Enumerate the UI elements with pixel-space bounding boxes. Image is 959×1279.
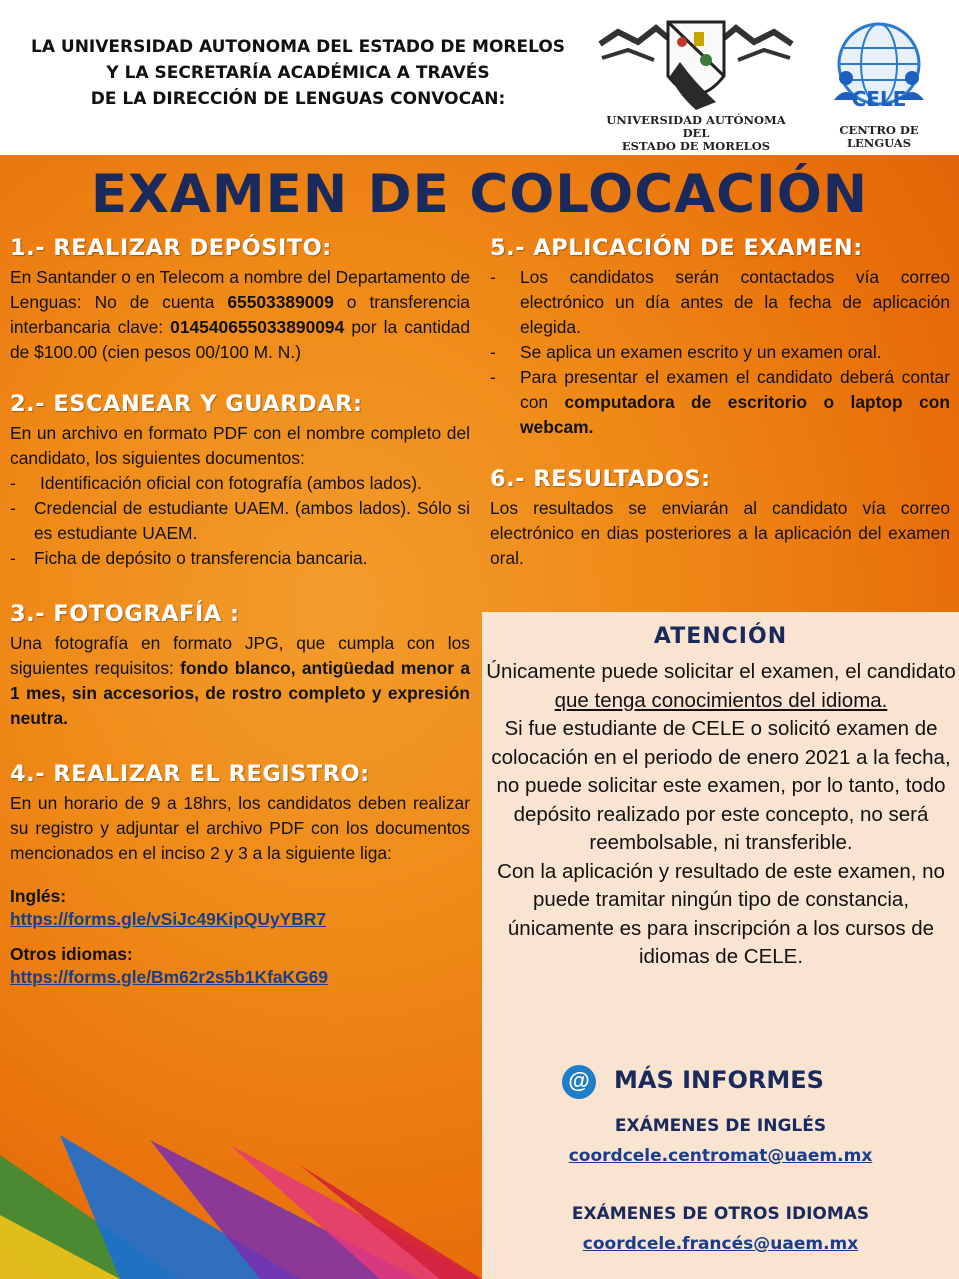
list-item-text: Identificación oficial con fotografía (ambos lados). <box>40 473 422 493</box>
attention-panel <box>482 612 959 1279</box>
list-item-text: Para presentar el examen el candidato deberá contar con <box>520 367 950 412</box>
attention-paragraph <box>486 658 956 715</box>
list-item-text: Ficha de depósito o transferencia bancaria. <box>34 548 368 568</box>
page-title: EXAMEN DE COLOCACIÓN <box>90 164 869 225</box>
cele-logo-text: CELE <box>851 87 907 111</box>
email-other-link[interactable]: coordcele.francés@uaem.mx <box>582 1234 859 1254</box>
section-heading: 5.- APLICACIÓN DE EXAMEN: <box>490 235 863 261</box>
globe-icon <box>806 20 952 116</box>
section-scan <box>10 391 470 571</box>
uaem-caption-line: ESTADO DE MORELOS <box>621 139 771 153</box>
attention-text: Únicamente puede solicitar el examen, el candidato <box>486 660 956 683</box>
scan-intro: En un archivo en formato PDF con el nombre completo del candidato, los siguientes documentos: <box>10 423 470 468</box>
section-photo <box>10 601 470 731</box>
section-results <box>490 466 950 571</box>
contact-heading-other: EXÁMENES DE OTROS IDIOMAS <box>571 1204 870 1224</box>
section-heading: 1.- REALIZAR DEPÓSITO: <box>10 235 332 261</box>
cele-caption: CENTRO DE LENGUAS <box>839 123 919 150</box>
documents-list <box>10 471 470 571</box>
right-column <box>490 235 950 571</box>
convocatoria-heading <box>8 34 588 112</box>
header-line: Y LA SECRETARÍA ACADÉMICA A TRAVÉS <box>106 63 490 83</box>
list-item: - Credencial de estudiante UAEM. (ambos lados). Sólo si es estudiante UAEM. <box>10 498 470 543</box>
section-heading: 2.- ESCANEAR Y GUARDAR: <box>10 391 363 417</box>
at-icon: @ <box>562 1065 596 1099</box>
section-heading: 4.- REALIZAR EL REGISTRO: <box>10 761 370 787</box>
list-item: - Se aplica un examen escrito y un examen oral. <box>490 342 882 362</box>
list-item: - Ficha de depósito o transferencia bancaria. <box>10 548 368 568</box>
uaem-logo <box>598 14 794 153</box>
attention-body <box>486 658 956 972</box>
otros-label: Otros idiomas: <box>10 944 133 964</box>
attention-underlined: que tenga conocimientos del idioma. <box>554 688 888 712</box>
photo-text-part: Una fotografía en formato JPG, que cumpla con los siguientes requisitos: <box>10 633 470 678</box>
results-text: Los resultados se enviarán al candidato vía correo electrónico en dias posteriores a la aplicación del examen oral. <box>490 498 950 568</box>
left-column <box>10 235 470 988</box>
uaem-shield-icon <box>598 14 794 114</box>
header-line: DE LA DIRECCIÓN DE LENGUAS CONVOCAN: <box>90 89 506 109</box>
uaem-caption-line: UNIVERSIDAD AUTÓNOMA DEL <box>606 113 786 140</box>
section-exam <box>490 235 950 440</box>
list-item: - Identificación oficial con fotografía (ambos lados). <box>10 473 422 493</box>
register-text: En un horario de 9 a 18hrs, los candidatos deben realizar su registro y adjuntar el archivo PDF con los documentos mencionados en el inciso 2 y 3 a la siguiente liga: <box>10 793 470 863</box>
ingles-form-link[interactable]: https://forms.gle/vSiJc49KipQUyYBR7 <box>10 909 327 929</box>
cele-logo <box>806 20 952 150</box>
deposit-text-part: o transferencia interbancaria clave: <box>10 292 470 337</box>
attention-title: ATENCIÓN <box>653 624 788 649</box>
deposit-text <box>10 265 470 365</box>
section-deposit <box>10 235 470 365</box>
section-heading: 6.- RESULTADOS: <box>490 466 711 492</box>
deposit-text-part: por la cantidad de $100.00 (cien pesos 00/100 M. N.) <box>10 317 470 362</box>
contact-heading-english: EXÁMENES DE INGLÉS <box>614 1116 827 1136</box>
list-item-text: Credencial de estudiante UAEM. (ambos lados). Sólo si es estudiante UAEM. <box>34 498 470 543</box>
photo-text <box>10 631 470 731</box>
equipment-requirement: computadora de escritorio o laptop con webcam. <box>520 392 950 437</box>
section-register <box>10 761 470 988</box>
list-item-text: Se aplica un examen escrito y un examen oral. <box>520 342 882 362</box>
more-info-title: MÁS INFORMES <box>614 1066 824 1094</box>
header-line: LA UNIVERSIDAD AUTONOMA DEL ESTADO DE MORELOS <box>30 37 566 57</box>
photo-requirements: fondo blanco, antigüedad menor a 1 mes, sin accesorios, de rostro completo y expresión neutra. <box>10 658 471 728</box>
ingles-label: Inglés: <box>10 886 67 906</box>
list-item-text: Los candidatos serán contactados vía correo electrónico un día antes de la fecha de aplicación elegida. <box>520 267 950 337</box>
list-item: - Los candidatos serán contactados vía correo electrónico un día antes de la fecha de aplicación elegida. <box>490 267 950 337</box>
clabe-number: 014540655033890094 <box>170 317 345 337</box>
header <box>0 0 959 155</box>
list-item: - Para presentar el examen el candidato deberá contar con computadora de escritorio o laptop con webcam. <box>490 367 950 437</box>
attention-paragraph: Con la aplicación y resultado de este examen, no puede tramitar ningún tipo de constancia, únicamente es para inscripción a los cursos de idiomas de CELE. <box>497 859 945 968</box>
otros-form-link[interactable]: https://forms.gle/Bm62r2s5b1KfaKG69 <box>10 967 328 987</box>
deposit-text-part: En Santander o en Telecom a nombre del Departamento de Lenguas: No de cuenta <box>10 267 470 312</box>
email-english-link[interactable]: coordcele.centromat@uaem.mx <box>568 1146 873 1166</box>
section-heading: 3.- FOTOGRAFÍA : <box>10 601 240 627</box>
exam-list <box>490 265 950 440</box>
attention-paragraph: Si fue estudiante de CELE o solicitó examen de colocación en el periodo de enero 2021 a la fecha, no puede solicitar este examen, por lo tanto, todo depósito realizado por este concepto, no será reembolsable, ni transferible. <box>491 717 951 854</box>
account-number: 65503389009 <box>227 292 334 312</box>
